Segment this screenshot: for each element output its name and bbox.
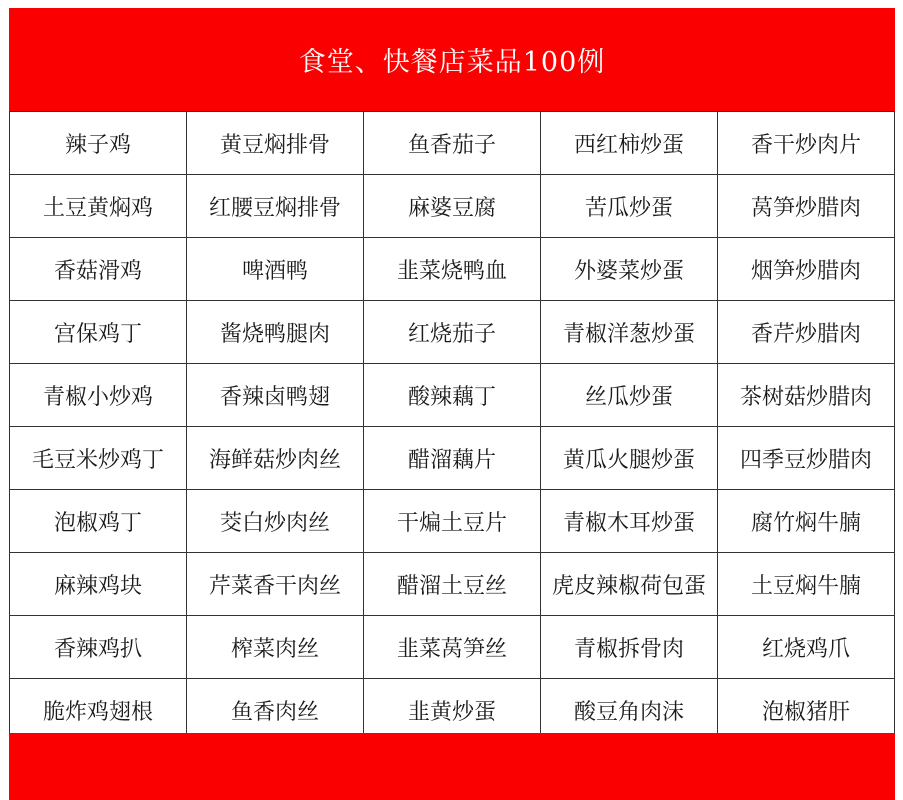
table-cell: 红烧茄子 xyxy=(364,301,541,364)
footer-banner xyxy=(9,733,895,800)
table-row xyxy=(10,364,895,427)
table-cell: 虎皮辣椒荷包蛋 xyxy=(541,553,718,616)
table-cell: 青椒小炒鸡 xyxy=(10,364,187,427)
table-cell: 香辣鸡扒 xyxy=(10,616,187,679)
table-cell: 脆炸鸡翅根 xyxy=(10,679,187,742)
table-cell: 鱼香茄子 xyxy=(364,112,541,175)
table-cell: 韭黄炒蛋 xyxy=(364,679,541,742)
table-row xyxy=(10,301,895,364)
table-cell: 青椒洋葱炒蛋 xyxy=(541,301,718,364)
table-cell: 鱼香肉丝 xyxy=(187,679,364,742)
table-row xyxy=(10,427,895,490)
table-cell: 毛豆米炒鸡丁 xyxy=(10,427,187,490)
table-cell: 红烧鸡爪 xyxy=(718,616,895,679)
table-cell: 西红柿炒蛋 xyxy=(541,112,718,175)
table-cell: 芹菜香干肉丝 xyxy=(187,553,364,616)
table-cell: 香芹炒腊肉 xyxy=(718,301,895,364)
table-row xyxy=(10,490,895,553)
table-cell: 莴笋炒腊肉 xyxy=(718,175,895,238)
table-row xyxy=(10,175,895,238)
table-cell: 四季豆炒腊肉 xyxy=(718,427,895,490)
table-cell: 茭白炒肉丝 xyxy=(187,490,364,553)
table-cell: 红腰豆焖排骨 xyxy=(187,175,364,238)
table-cell: 麻婆豆腐 xyxy=(364,175,541,238)
table-cell: 麻辣鸡块 xyxy=(10,553,187,616)
table-cell: 黄瓜火腿炒蛋 xyxy=(541,427,718,490)
table-cell: 黄豆焖排骨 xyxy=(187,112,364,175)
table-row xyxy=(10,112,895,175)
table-cell: 酸辣藕丁 xyxy=(364,364,541,427)
table-cell: 香菇滑鸡 xyxy=(10,238,187,301)
table-cell: 青椒拆骨肉 xyxy=(541,616,718,679)
table-cell: 干煸土豆片 xyxy=(364,490,541,553)
table-cell: 腐竹焖牛腩 xyxy=(718,490,895,553)
table-cell: 土豆黄焖鸡 xyxy=(10,175,187,238)
table-cell: 青椒木耳炒蛋 xyxy=(541,490,718,553)
table-cell: 香辣卤鸭翅 xyxy=(187,364,364,427)
table-cell: 茶树菇炒腊肉 xyxy=(718,364,895,427)
table-cell: 榨菜肉丝 xyxy=(187,616,364,679)
table-cell: 辣子鸡 xyxy=(10,112,187,175)
table-cell: 外婆菜炒蛋 xyxy=(541,238,718,301)
table-cell: 丝瓜炒蛋 xyxy=(541,364,718,427)
table-cell: 酱烧鸭腿肉 xyxy=(187,301,364,364)
table-cell: 啤酒鸭 xyxy=(187,238,364,301)
table-row xyxy=(10,238,895,301)
page-title: 食堂、快餐店菜品100例 xyxy=(298,47,606,78)
table-cell: 韭菜烧鸭血 xyxy=(364,238,541,301)
table-cell: 土豆焖牛腩 xyxy=(718,553,895,616)
table-cell: 韭菜莴笋丝 xyxy=(364,616,541,679)
table-cell: 烟笋炒腊肉 xyxy=(718,238,895,301)
table-cell: 苦瓜炒蛋 xyxy=(541,175,718,238)
table-cell: 泡椒鸡丁 xyxy=(10,490,187,553)
table-cell: 香干炒肉片 xyxy=(718,112,895,175)
header-banner xyxy=(9,8,895,111)
table-cell: 酸豆角肉沫 xyxy=(541,679,718,742)
table-cell: 醋溜土豆丝 xyxy=(364,553,541,616)
menu-table xyxy=(9,111,895,742)
table-cell: 醋溜藕片 xyxy=(364,427,541,490)
table-row xyxy=(10,553,895,616)
table-row xyxy=(10,616,895,679)
table-cell: 宫保鸡丁 xyxy=(10,301,187,364)
table-cell: 海鲜菇炒肉丝 xyxy=(187,427,364,490)
table-cell: 泡椒猪肝 xyxy=(718,679,895,742)
